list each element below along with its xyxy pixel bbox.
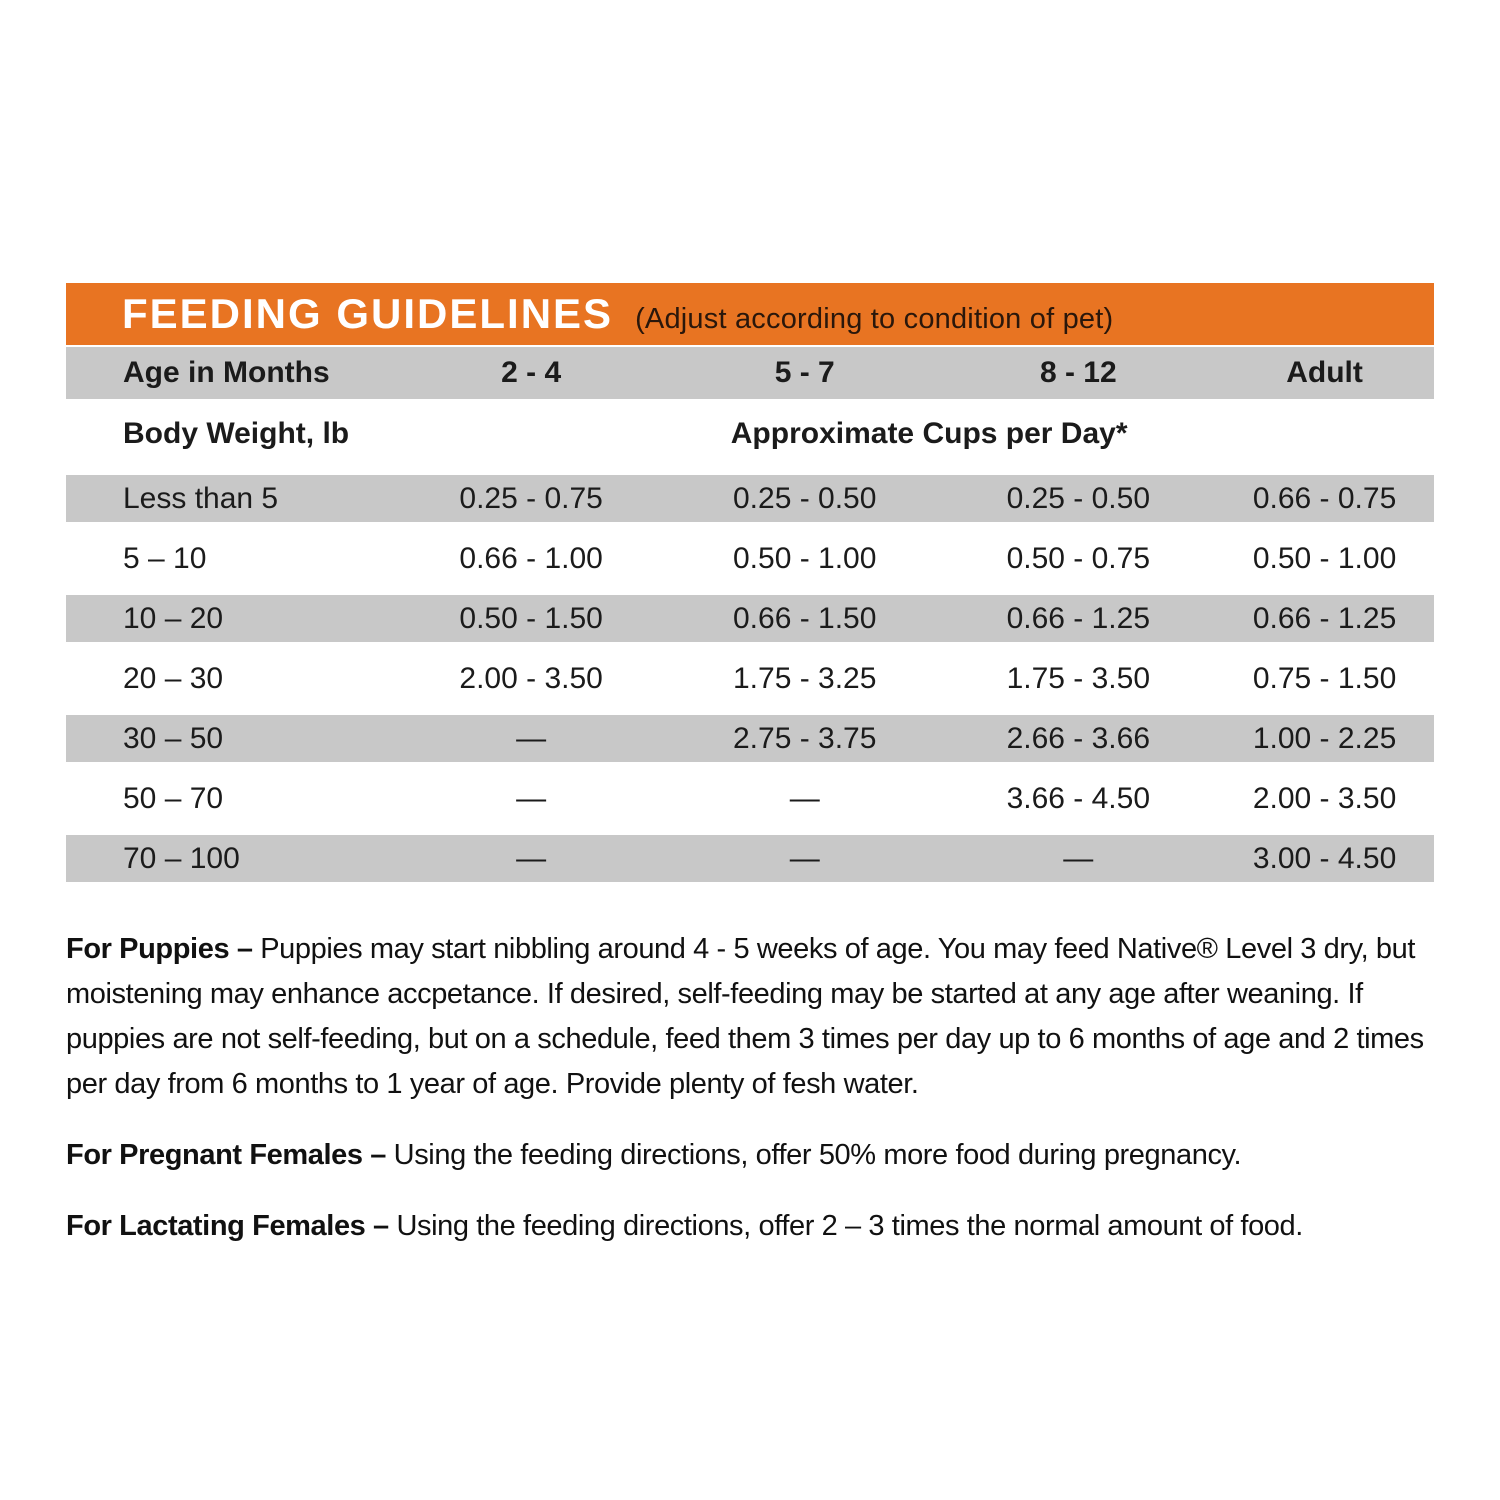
- cups-cell: 0.66 - 1.25: [1006, 601, 1151, 635]
- feeding-guidelines-title: FEEDING GUIDELINES: [122, 290, 614, 337]
- cups-cell: 0.50 - 0.75: [1006, 542, 1151, 575]
- cups-cell: 0.66 - 1.25: [1252, 601, 1397, 635]
- note-lactating-females: [66, 1204, 1434, 1249]
- note-pregnant-lead: For Pregnant Females –: [66, 1139, 386, 1171]
- feeding-guidelines-header: [66, 283, 1434, 345]
- cups-cell: 2.66 - 3.66: [1006, 721, 1151, 755]
- feeding-guidelines-panel: [66, 283, 1434, 1275]
- cups-cell: 3.66 - 4.50: [1006, 782, 1151, 815]
- cups-cell: 1.75 - 3.25: [732, 662, 877, 695]
- cups-cell: —: [1063, 841, 1094, 875]
- cups-per-day-label: Approximate Cups per Day*: [730, 417, 1128, 450]
- note-pregnant-text: Using the feeding directions, offer 50% more food during pregnancy.: [393, 1139, 1242, 1171]
- feeding-guidelines-subtitle: (Adjust according to condition of pet): [635, 303, 1114, 335]
- weight-range-cell: 10 – 20: [123, 601, 224, 635]
- note-pregnant-females: [66, 1133, 1434, 1178]
- cups-cell: —: [789, 841, 820, 875]
- cups-cell: 0.75 - 1.50: [1252, 662, 1397, 695]
- cups-cell: 0.66 - 1.00: [459, 542, 603, 575]
- note-puppies: [66, 927, 1434, 1107]
- cups-cell: 0.66 - 1.50: [732, 601, 877, 635]
- cups-cell: 0.66 - 0.75: [1252, 481, 1397, 515]
- weight-range-cell: 50 – 70: [123, 782, 224, 815]
- note-lactating-lead: For Lactating Females –: [66, 1210, 389, 1242]
- table-row: [66, 529, 1434, 589]
- cups-cell: —: [516, 841, 547, 875]
- table-row: [66, 649, 1434, 709]
- cups-cell: 3.00 - 4.50: [1252, 841, 1397, 875]
- cups-cell: 0.50 - 1.50: [459, 601, 603, 635]
- cups-cell: 1.00 - 2.25: [1252, 721, 1397, 755]
- body-weight-label: Body Weight, lb: [123, 417, 350, 450]
- age-column-header-adult: Adult: [1286, 356, 1363, 389]
- weight-range-cell: 20 – 30: [123, 662, 224, 695]
- weight-range-cell: 30 – 50: [123, 721, 224, 755]
- weight-range-cell: Less than 5: [123, 481, 279, 515]
- age-column-header-2-4: 2 - 4: [501, 356, 562, 389]
- age-in-months-label: Age in Months: [123, 356, 330, 389]
- age-column-header-5-7: 5 - 7: [774, 356, 835, 389]
- cups-cell: —: [516, 782, 547, 815]
- note-puppies-lead: For Puppies –: [66, 933, 253, 965]
- note-puppies-text: Puppies may start nibbling around 4 - 5 weeks of age. You may feed Native® Level 3 dry, but moistening may enhance accpetance. If desired, self-feeding may be started at any age after weaning. If puppies are not self-feeding, but on a schedule, feed them 3 times per day up to 6 months of age and 2 times per day from 6 months to 1 year of age. Provide plenty of fesh water.: [66, 933, 1424, 1100]
- table-row: [66, 829, 1434, 889]
- age-header-row: [66, 347, 1434, 399]
- cups-cell: 1.75 - 3.50: [1006, 662, 1151, 695]
- cups-cell: 2.75 - 3.75: [732, 721, 877, 755]
- table-row: [66, 589, 1434, 649]
- table-row: [66, 709, 1434, 769]
- cups-cell: —: [516, 721, 547, 755]
- weight-range-cell: 70 – 100: [123, 841, 240, 875]
- cups-cell: 0.25 - 0.50: [1006, 481, 1151, 515]
- cups-cell: 0.25 - 0.75: [459, 481, 603, 515]
- age-column-header-8-12: 8 - 12: [1039, 356, 1117, 389]
- table-row: [66, 769, 1434, 829]
- weight-header-row: [66, 399, 1434, 469]
- cups-cell: 0.50 - 1.00: [1252, 542, 1397, 575]
- cups-cell: 0.50 - 1.00: [732, 542, 877, 575]
- cups-cell: —: [789, 782, 820, 815]
- cups-cell: 2.00 - 3.50: [1252, 782, 1397, 815]
- note-lactating-text: Using the feeding directions, offer 2 – 3 times the normal amount of food.: [396, 1210, 1303, 1242]
- feeding-notes: [66, 927, 1434, 1249]
- table-row: [66, 469, 1434, 529]
- weight-range-cell: 5 – 10: [123, 542, 207, 575]
- cups-cell: 0.25 - 0.50: [732, 481, 877, 515]
- cups-cell: 2.00 - 3.50: [459, 662, 603, 695]
